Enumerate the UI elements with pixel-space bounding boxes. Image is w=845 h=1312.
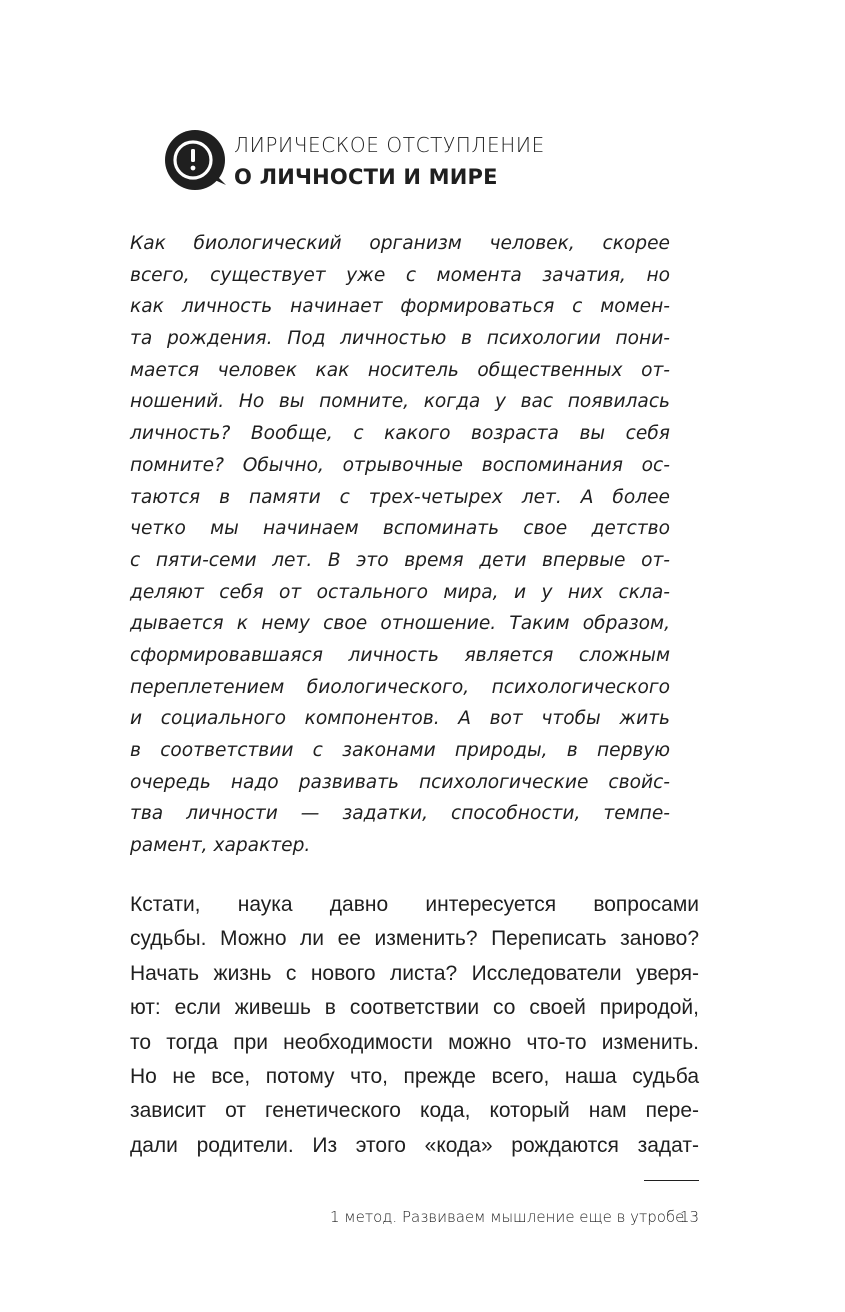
page-number: 13 (680, 1208, 700, 1226)
section-label: ЛИРИЧЕСКОЕ ОТСТУПЛЕНИЕ (234, 133, 545, 157)
running-footer: 1 метод. Развиваем мышление еще в утробе (330, 1208, 685, 1226)
aside-line: сформировавшаяся личность является сложным (130, 644, 670, 666)
aside-line: четко мы начинаем вспоминать свое детство (130, 518, 670, 540)
body-paragraph (130, 888, 699, 1163)
aside-line: и социального компонентов. А вот чтобы жить (130, 708, 670, 730)
aside-line: в соответствии с законами природы, в первую (130, 740, 670, 761)
aside-line: помните? Обычно, отрывочные воспоминания ос- (130, 454, 670, 476)
aside-line: ношений. Но вы помните, когда у вас появилась (130, 391, 670, 413)
aside-line: Как биологический организм человек, скорее (130, 233, 670, 254)
footer-rule (644, 1180, 699, 1181)
aside-line: всего, существует уже с момента зачатия, но (130, 264, 670, 286)
aside-line: мается человек как носитель общественных от- (130, 359, 670, 381)
body-line: ют: если живешь в соответствии со своей природой, (130, 996, 699, 1020)
aside-line: переплетением биологического, психологического (130, 676, 670, 698)
exclamation-speech-icon (162, 127, 228, 193)
body-line: дали родители. Из этого «кода» рождаются задат- (130, 1133, 699, 1157)
aside-line: та рождения. Под личностью в психологии пони- (130, 328, 670, 350)
aside-line: с пяти-семи лет. В это время дети впервые от- (130, 549, 670, 571)
body-line: судьбы. Можно ли ее изменить? Переписать заново? (130, 927, 699, 951)
aside-line: деляют себя от остального мира, и у них скла- (130, 581, 670, 603)
aside-line: как личность начинает формироваться с момен- (130, 296, 670, 318)
body-line: то тогда при необходимости можно что-то изменить. (130, 1030, 699, 1054)
section-title: О ЛИЧНОСТИ И МИРЕ (234, 165, 498, 189)
aside-line: рамент, характер. (130, 835, 311, 857)
aside-line: очередь надо развивать психологические свойс- (130, 771, 670, 793)
aside-line: личность? Вообще, с какого возраста вы себя (130, 423, 670, 445)
aside-line: тва личности — задатки, способности, темпе- (130, 803, 670, 825)
aside-line: дывается к нему свое отношение. Таким образом, (130, 613, 670, 635)
aside-line: таются в памяти с трех-четырех лет. А более (130, 486, 670, 508)
body-line: Кстати, наука давно интересуется вопросами (130, 893, 699, 916)
body-line: зависит от генетического кода, который нам пере- (130, 1099, 699, 1123)
lyrical-aside (130, 228, 670, 862)
body-line: Но не все, потому что, прежде всего, наша судьба (130, 1064, 699, 1088)
body-line: Начать жизнь с нового листа? Исследователи уверя- (130, 961, 699, 985)
